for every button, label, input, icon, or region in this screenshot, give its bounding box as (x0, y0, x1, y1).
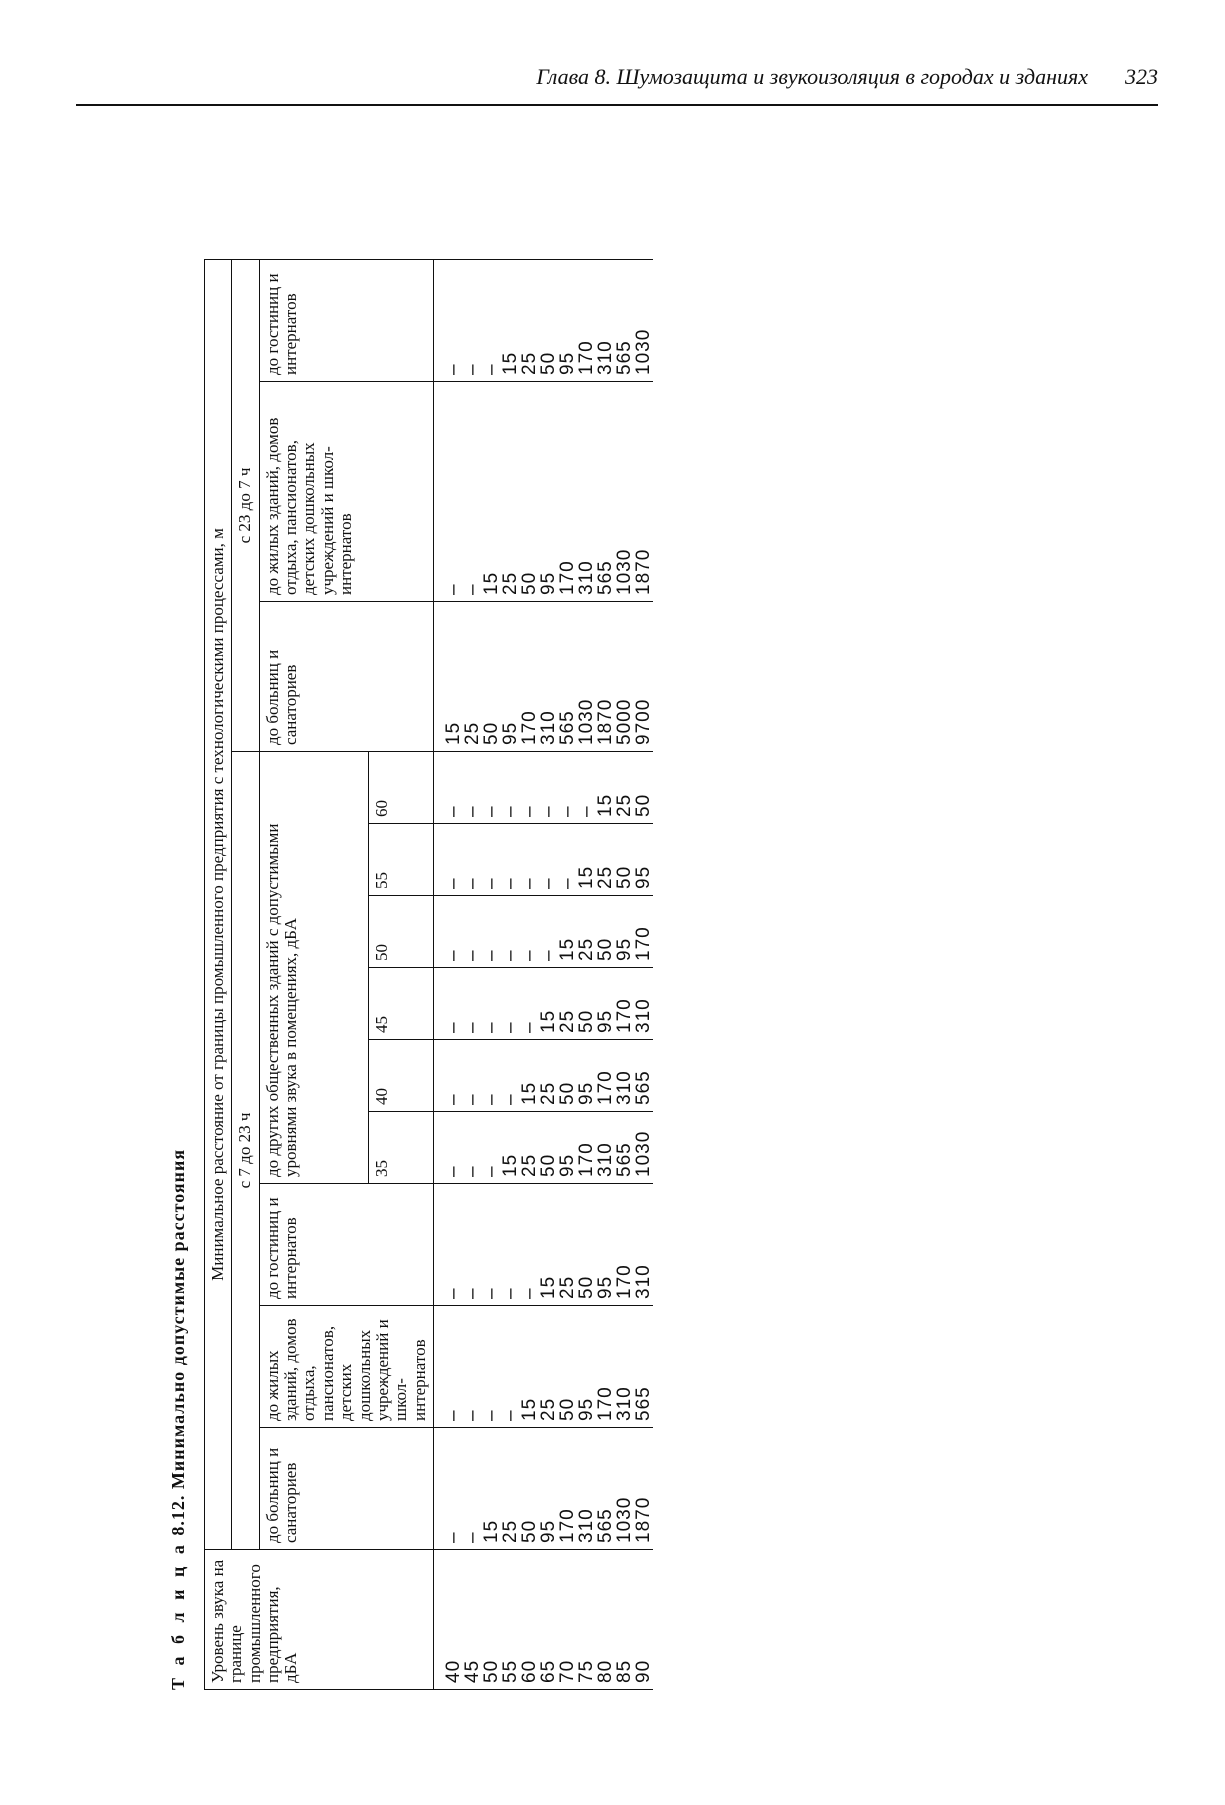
level-column-header: Уровень звука на границе промышленного предприятия, дБА (205, 1550, 434, 1690)
distance-value: 95 (556, 1153, 578, 1177)
distance-value: 1870 (632, 1496, 654, 1543)
distance-column-1 (433, 1428, 653, 1550)
distance-value: – (480, 1287, 502, 1299)
distance-column-7 (433, 896, 653, 968)
distance-column-5 (433, 1040, 653, 1112)
distance-value: 15 (442, 721, 464, 745)
level-value: 65 (537, 1659, 559, 1683)
distance-value: 310 (575, 1508, 597, 1543)
distance-value: – (537, 877, 559, 889)
distance-value: 15 (518, 1081, 540, 1105)
public-level-50: 50 (368, 896, 433, 968)
distance-value: 25 (594, 865, 616, 889)
running-title: Глава 8. Шумозащита и звукоизоляция в городах и зданиях (536, 64, 1088, 89)
day-housing-header: до жилых зданий, домов отдыха, пансионатов, детских дошкольных учреждений и школ-интернатов (259, 1306, 433, 1428)
distance-value: 50 (537, 351, 559, 375)
night-hospitals-header: до больниц и санаториев (259, 602, 433, 752)
day-hotels-header: до гостиниц и интернатов (259, 1184, 433, 1306)
distance-value: – (461, 805, 483, 817)
distance-value: – (480, 363, 502, 375)
distance-value: 170 (594, 1386, 616, 1421)
distance-value: – (556, 877, 578, 889)
distance-value: – (442, 949, 464, 961)
night-header: с 23 до 7 ч (232, 260, 259, 752)
distance-value: – (461, 1409, 483, 1421)
distance-value: 310 (632, 1264, 654, 1299)
distance-value: 310 (632, 998, 654, 1033)
distance-value: – (461, 1165, 483, 1177)
distance-value: 25 (556, 1275, 578, 1299)
distance-value: – (442, 877, 464, 889)
distance-value: 95 (556, 351, 578, 375)
distance-value: 170 (613, 998, 635, 1033)
distance-value: 310 (613, 1070, 635, 1105)
distance-value: 50 (518, 1519, 540, 1543)
distance-value: – (499, 805, 521, 817)
distance-value: 565 (632, 1070, 654, 1105)
level-value: 75 (575, 1659, 597, 1683)
distance-value: 50 (556, 1397, 578, 1421)
distance-value: 50 (537, 1153, 559, 1177)
distance-value: 170 (556, 1508, 578, 1543)
distance-value: 5000 (613, 698, 635, 745)
distance-value: – (480, 1409, 502, 1421)
distance-value: 1030 (632, 1130, 654, 1177)
distance-value: – (442, 1093, 464, 1105)
distance-value: 9700 (632, 698, 654, 745)
distance-value: – (518, 877, 540, 889)
levels-column (433, 1550, 653, 1690)
distance-value: – (442, 1165, 464, 1177)
distance-value: – (461, 949, 483, 961)
level-value: 45 (461, 1659, 483, 1683)
distance-value: 15 (537, 1275, 559, 1299)
distance-value: – (518, 1287, 540, 1299)
distance-value: – (461, 1531, 483, 1543)
distance-value: – (499, 949, 521, 961)
distance-value: 310 (594, 1142, 616, 1177)
distance-value: – (480, 877, 502, 889)
distance-value: 565 (594, 1508, 616, 1543)
distance-value: – (480, 1165, 502, 1177)
distance-value: 170 (575, 340, 597, 375)
distance-value: 310 (613, 1386, 635, 1421)
caption-label: Т а б л и ц а (168, 1541, 188, 1690)
distance-column-2 (433, 1306, 653, 1428)
distance-value: 15 (499, 1153, 521, 1177)
distance-value: – (480, 1021, 502, 1033)
distance-value: – (556, 805, 578, 817)
distance-value: 15 (594, 793, 616, 817)
distance-value: 95 (575, 1397, 597, 1421)
distance-value: – (480, 1093, 502, 1105)
distance-value: 1030 (632, 328, 654, 375)
distance-value: 565 (594, 560, 616, 595)
rotated-table-region (160, 140, 950, 1700)
public-level-40: 40 (368, 1040, 433, 1112)
distance-value: 25 (499, 1519, 521, 1543)
distance-value: 50 (556, 1081, 578, 1105)
distance-value: 565 (556, 710, 578, 745)
distance-value: – (461, 1021, 483, 1033)
distance-value: 50 (613, 865, 635, 889)
distance-value: 1030 (575, 698, 597, 745)
distance-value: 15 (499, 351, 521, 375)
distance-value: 310 (575, 560, 597, 595)
main-header: Минимальное расстояние от границы промышленного предприятия с технологическими процессами, м (205, 260, 232, 1550)
distance-value: – (575, 805, 597, 817)
distance-value: – (442, 1531, 464, 1543)
public-level-45: 45 (368, 968, 433, 1040)
distance-value: 565 (613, 340, 635, 375)
distance-value: 50 (518, 571, 540, 595)
distance-value: 170 (556, 560, 578, 595)
distance-value: – (499, 1287, 521, 1299)
distance-value: – (499, 1093, 521, 1105)
distance-value: – (537, 805, 559, 817)
distance-value: 170 (613, 1264, 635, 1299)
distance-value: 15 (537, 1009, 559, 1033)
distance-value: 310 (594, 340, 616, 375)
distance-column-11 (433, 382, 653, 602)
distance-value: – (442, 1409, 464, 1421)
distance-value: 25 (461, 721, 483, 745)
distance-value: 170 (594, 1070, 616, 1105)
distance-column-9 (433, 752, 653, 824)
distance-value: 1030 (613, 548, 635, 595)
distance-value: 310 (537, 710, 559, 745)
level-value: 90 (632, 1659, 654, 1683)
table-data-row (433, 260, 653, 1690)
caption-title: Минимально допустимые расстояния (168, 1148, 188, 1490)
distance-column-4 (433, 1112, 653, 1184)
distance-value: 170 (632, 926, 654, 961)
distance-value: 1870 (594, 698, 616, 745)
page-number: 323 (1125, 64, 1158, 89)
distance-value: 50 (575, 1275, 597, 1299)
distance-value: 170 (518, 710, 540, 745)
distance-value: – (499, 877, 521, 889)
distance-value: 95 (499, 721, 521, 745)
distance-value: 15 (556, 937, 578, 961)
public-level-55: 55 (368, 824, 433, 896)
distance-value: 50 (480, 721, 502, 745)
distance-value: – (442, 583, 464, 595)
distance-value: 25 (613, 793, 635, 817)
distance-value: 15 (575, 865, 597, 889)
distance-value: – (442, 363, 464, 375)
distance-value: – (461, 583, 483, 595)
distance-value: 1030 (613, 1496, 635, 1543)
distance-value: – (461, 1093, 483, 1105)
caption-number: 8.12. (168, 1494, 188, 1536)
level-value: 80 (594, 1659, 616, 1683)
distance-value: 15 (480, 571, 502, 595)
distance-value: – (461, 1287, 483, 1299)
distance-value: – (537, 949, 559, 961)
distance-value: 25 (518, 351, 540, 375)
distance-column-10 (433, 602, 653, 752)
distance-value: 25 (575, 937, 597, 961)
distance-column-3 (433, 1184, 653, 1306)
distance-value: – (480, 949, 502, 961)
distance-value: 95 (594, 1275, 616, 1299)
level-value: 55 (499, 1659, 521, 1683)
distance-value: 95 (537, 1519, 559, 1543)
distance-value: 95 (613, 937, 635, 961)
distance-value: – (461, 877, 483, 889)
public-level-60: 60 (368, 752, 433, 824)
level-value: 40 (442, 1659, 464, 1683)
day-public-header: до других общественных зданий с допустимыми уровнями звука в помещениях, дБА (259, 752, 368, 1184)
distance-value: 565 (613, 1142, 635, 1177)
distance-value: 95 (575, 1081, 597, 1105)
distance-value: 1870 (632, 548, 654, 595)
distance-value: 15 (518, 1397, 540, 1421)
distance-column-6 (433, 968, 653, 1040)
table-caption (168, 1149, 189, 1690)
distance-table (204, 259, 653, 1690)
distance-value: 170 (575, 1142, 597, 1177)
distance-value: – (499, 1021, 521, 1033)
distance-value: 95 (537, 571, 559, 595)
distance-column-12 (433, 260, 653, 382)
level-value: 85 (613, 1659, 635, 1683)
distance-value: – (442, 1287, 464, 1299)
distance-value: 15 (480, 1519, 502, 1543)
distance-value: – (461, 363, 483, 375)
running-header (76, 56, 1158, 106)
day-hospitals-header: до больниц и санаториев (259, 1428, 433, 1550)
distance-value: – (442, 1021, 464, 1033)
distance-value: 25 (537, 1397, 559, 1421)
distance-value: 50 (632, 793, 654, 817)
distance-value: – (480, 805, 502, 817)
distance-value: 25 (518, 1153, 540, 1177)
distance-value: 25 (556, 1009, 578, 1033)
distance-value: 50 (594, 937, 616, 961)
night-housing-header: до жилых зданий, домов отдыха, пансионатов, детских дошкольных учреждений и школ-интернатов (259, 382, 433, 602)
public-level-35: 35 (368, 1112, 433, 1184)
distance-value: – (518, 949, 540, 961)
distance-value: 50 (575, 1009, 597, 1033)
distance-value: 25 (499, 571, 521, 595)
level-value: 60 (518, 1659, 540, 1683)
distance-value: 95 (594, 1009, 616, 1033)
level-value: 50 (480, 1659, 502, 1683)
distance-column-8 (433, 824, 653, 896)
level-value: 70 (556, 1659, 578, 1683)
night-hotels-header: до гостиниц и интернатов (259, 260, 433, 382)
distance-value: – (442, 805, 464, 817)
distance-value: – (518, 1021, 540, 1033)
distance-value: – (518, 805, 540, 817)
day-header: с 7 до 23 ч (232, 752, 259, 1550)
distance-value: 95 (632, 865, 654, 889)
distance-value: 565 (632, 1386, 654, 1421)
distance-value: 25 (537, 1081, 559, 1105)
distance-value: – (499, 1409, 521, 1421)
